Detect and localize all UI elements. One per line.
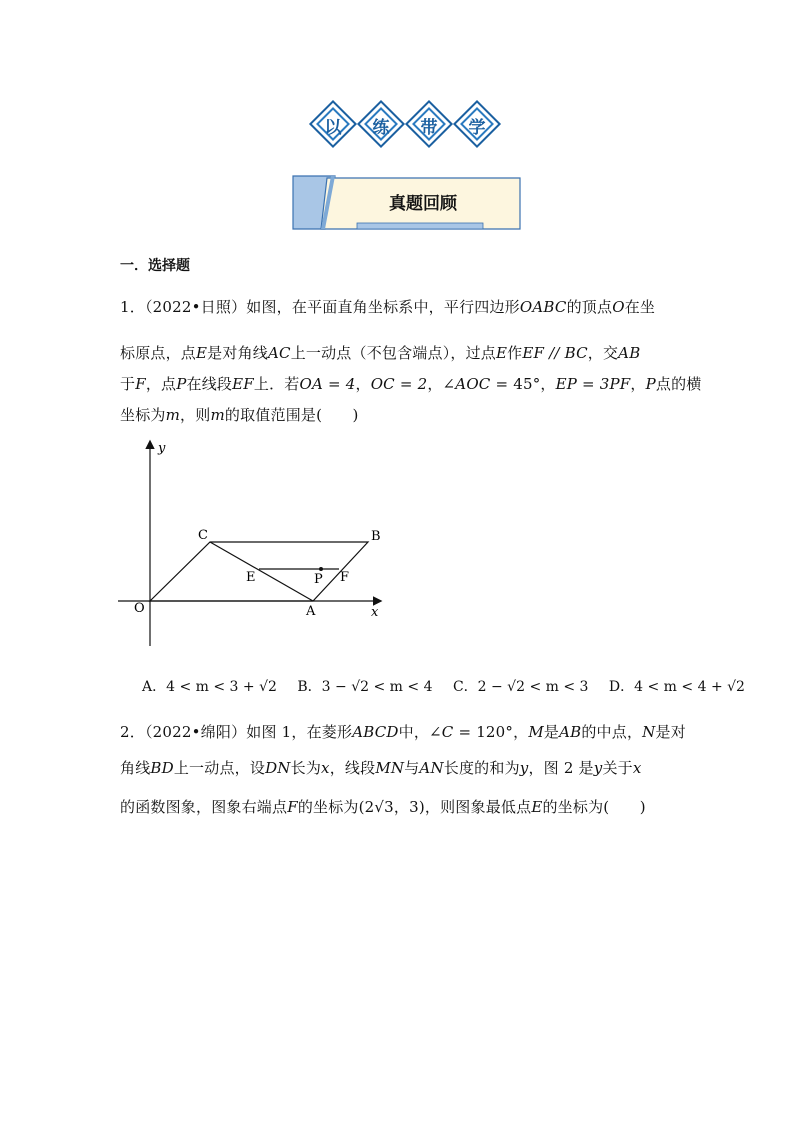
header-diamonds (313, 104, 503, 154)
section-heading: 一．选择题 (120, 258, 190, 274)
header-diamond-2 (361, 104, 403, 146)
label-x: x (371, 605, 379, 620)
label-p: P (314, 572, 323, 587)
option-a[interactable]: A．4 < m < 3 + √2 (142, 679, 277, 695)
parallelogram-oabc (150, 542, 368, 601)
header-char-4: 学 (468, 118, 486, 138)
label-f: F (340, 570, 350, 585)
point-p (319, 567, 323, 571)
question-1-text (120, 292, 702, 431)
q1-line-1: 1．（2022•日照）如图，在平面直角坐标系中，平行四边形OABC的顶点O在坐 (120, 298, 656, 316)
q1-line-2: 标原点，点E是对角线AC上一动点（不包含端点），过点E作EF // BC，交AB (120, 344, 641, 362)
header-diamond-3 (409, 104, 451, 146)
section-banner (291, 174, 521, 232)
label-c: C (198, 528, 208, 543)
q1-line-3: 于F，点P在线段EF上．若OA = 4，OC = 2，∠AOC = 45°，EP = 3PF，P点的横 (120, 375, 702, 393)
label-o: O (134, 601, 145, 616)
label-y: y (158, 441, 166, 456)
header-char-1: 以 (324, 118, 342, 138)
option-b[interactable]: B．3 − √2 < m < 4 (297, 679, 433, 695)
label-e: E (246, 570, 256, 585)
q1-figure (118, 436, 398, 651)
header-diamond-4 (457, 104, 499, 146)
q1-options (142, 676, 761, 696)
diagonal-ac (210, 542, 313, 601)
q1-line-4: 坐标为m，则m的取值范围是( ) (120, 406, 359, 424)
header-char-3: 带 (420, 118, 438, 138)
header-diamond-1 (313, 104, 355, 146)
q2-line-1: 2．（2022•绵阳）如图 1，在菱形ABCD中，∠C = 120°，M是AB的中点，N是对 (120, 723, 686, 741)
option-d[interactable]: D．4 < m < 4 + √2 (608, 679, 745, 695)
q2-line-2: 角线BD上一动点，设DN长为x，线段MN与AN长度的和为y，图 2 是y关于x (120, 759, 642, 777)
question-2-text (120, 717, 686, 823)
banner-title: 真题回顾 (389, 194, 457, 214)
label-b: B (371, 529, 381, 544)
label-a: A (306, 604, 316, 619)
q2-line-3: 的函数图象，图象右端点F的坐标为(2√3，3)，则图象最低点E的坐标为( ) (120, 798, 646, 816)
option-c[interactable]: C．2 − √2 < m < 3 (452, 679, 589, 695)
header-char-2: 练 (372, 118, 390, 138)
